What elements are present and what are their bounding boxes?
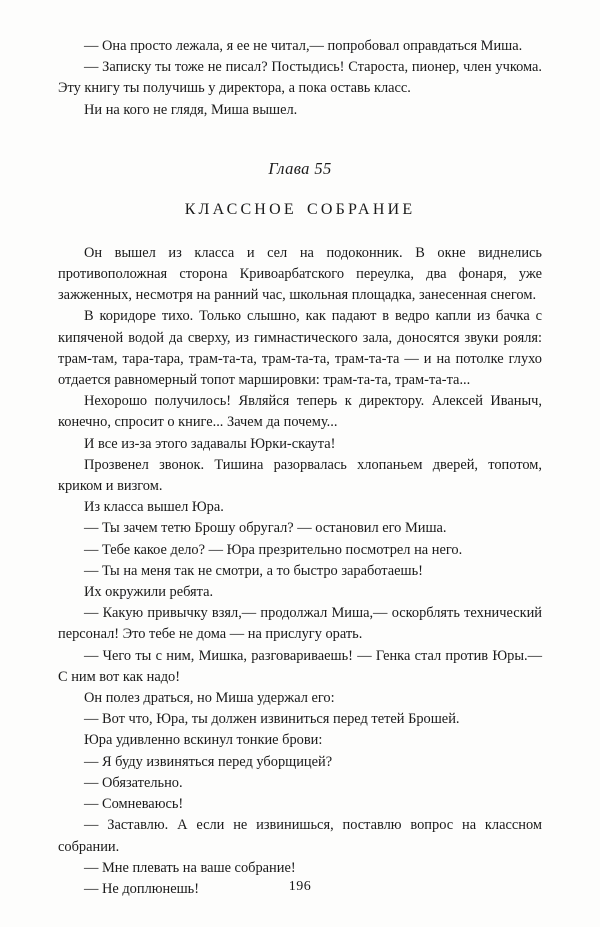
paragraph: — Записку ты тоже не писал? Постыдись! Староста, пионер, член учкома. Эту книгу ты получишь у директора, а пока оставь класс. [58,59,542,97]
paragraph: — Тебе какое дело? — Юра презрительно посмотрел на него. [84,541,463,558]
paragraph: — Чего ты с ним, Мишка, разговариваешь! — Генка стал против Юры.— С ним вот как надо! [58,647,542,685]
paragraph: — Она просто лежала, я ее не читал,— попробовал оправдаться Миша. [84,38,523,54]
page-top-text-block [58,36,542,121]
paragraph: Их окружили ребята. [84,584,214,601]
paragraph: — Сомневаюсь! [84,796,184,813]
paragraph: Ни на кого не глядя, Миша вышел. [84,101,298,118]
paragraph: — Не доплюнешь! [84,880,200,897]
page-number: 196 [288,879,312,894]
paragraph: — Заставлю. А если не извинишься, поставлю вопрос на классном собрании. [58,817,542,855]
chapter-heading [58,159,542,219]
paragraph: Прозвенел звонок. Тишина разорвалась хлопаньем дверей, топотом, криком и визгом. [58,456,542,495]
chapter-title: КЛАССНОЕ СОБРАНИЕ [184,200,416,218]
paragraph: Юра удивленно вскинул тонкие брови: [84,732,323,749]
paragraph: — Вот что, Юра, ты должен извиниться перед тетей Брошей. [84,711,460,728]
paragraph: Из класса вышел Юра. [84,499,224,516]
paragraph: — Ты зачем тетю Брошу обругал? — остановил его Миша. [84,520,447,537]
paragraph: — Я буду извиняться перед уборщицей? [84,753,333,770]
paragraph: Нехорошо получилось! Являйся теперь к директору. Алексей Иваныч, конечно, спросит о книге... Зачем да почему... [58,393,542,431]
paragraph: — Какую привычку взял,— продолжал Миша,— оскорблять технический персонал! Это тебе не дома — на прислугу орать. [58,605,542,643]
chapter-number: Глава 55 [268,158,332,178]
paragraph: Он вышел из класса и сел на подоконник. В окне виднелись противоположная сторона Кривоарбатского переулка, два фонаря, уже зажженных, несмотря на ранний час, школьная площадка, занесенная снегом. [58,244,542,304]
paragraph: Он полез драться, но Миша удержал его: [84,690,335,707]
paragraph: — Мне плевать на ваше собрание! [84,859,296,876]
paragraph: — Обязательно. [84,774,183,791]
paragraph: В коридоре тихо. Только слышно, как падают в ведро капли из бачка с кипяченой водой да сверху, из гимнастического зала, доносятся звуки рояля: трам-там, тара-тара, трам-та-та, трам-та-та, трам-та-та — и на потолке глухо отдается равномерный топот маршировки: трам-та-та, трам-та-та... [58,308,542,389]
page-main-text-block [58,243,542,900]
paragraph: — Ты на меня так не смотри, а то быстро заработаешь! [84,562,423,579]
paragraph: И все из-за этого задавалы Юрки-скаута! [84,435,336,452]
